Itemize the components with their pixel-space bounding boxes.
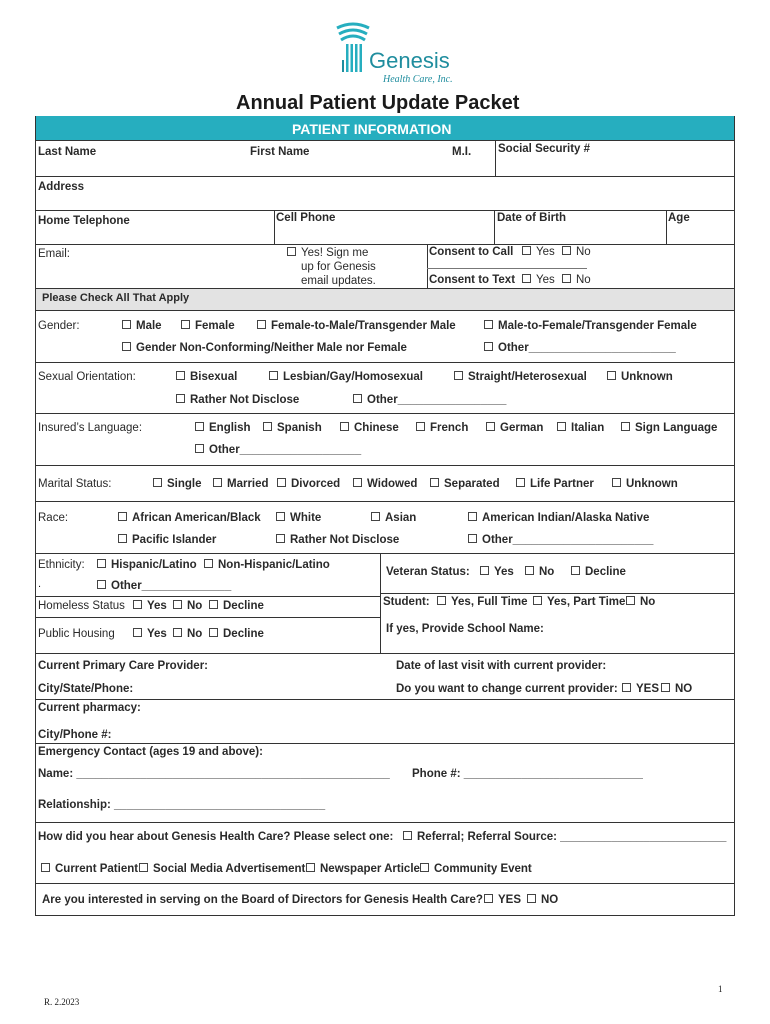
checkbox-icon (562, 274, 571, 283)
option-label: Decline (585, 566, 626, 578)
change-provider-label: Do you want to change current provider: (396, 683, 618, 695)
board-no[interactable] (527, 894, 558, 906)
public-housing-no[interactable] (173, 628, 202, 640)
option-label: Yes, Part Time (547, 596, 626, 608)
change-provider-yes[interactable] (622, 683, 659, 695)
option-label: Male (136, 320, 162, 332)
ssn-label: Social Security # (498, 143, 591, 155)
option-label: Other_______________________ (498, 342, 676, 354)
marital-label: Marital Status: (38, 478, 112, 490)
logo-name: Genesis (369, 48, 450, 73)
checkbox-icon (209, 628, 218, 637)
checkbox-icon (353, 478, 362, 487)
checkbox-icon (420, 863, 429, 872)
marital-married[interactable] (213, 478, 269, 490)
checkbox-icon (522, 274, 531, 283)
option-label: Lesbian/Gay/Homosexual (283, 371, 423, 383)
checkbox-icon (118, 534, 127, 543)
option-label: English (209, 422, 251, 434)
gender-nonconforming[interactable] (122, 342, 407, 354)
race-american-indian[interactable] (468, 512, 649, 524)
option-label: Yes (147, 628, 167, 640)
age-label: Age (668, 212, 690, 224)
option-label: Divorced (291, 478, 341, 490)
option-label: No (187, 600, 203, 612)
orientation-bisexual[interactable] (176, 371, 237, 383)
checkbox-icon (607, 371, 616, 380)
checkbox-icon (181, 320, 190, 329)
marital-divorced[interactable] (277, 478, 340, 490)
ethnicity-non-hispanic[interactable] (204, 559, 330, 571)
option-label: Sign Language (635, 422, 718, 434)
language-french[interactable] (416, 422, 468, 434)
emergency-contact-label: Emergency Contact (ages 19 and above): (38, 746, 263, 758)
board-label: Are you interested in serving on the Board of Directors for Genesis Health Care? (42, 894, 483, 906)
checkbox-icon (173, 600, 182, 609)
genesis-logo (333, 22, 453, 85)
option-label: Male-to-Female/Transgender Female (498, 320, 697, 332)
checkbox-icon (371, 512, 380, 521)
relationship-field[interactable]: Relationship: _________________________________ (38, 799, 326, 811)
veteran-decline[interactable] (571, 566, 626, 578)
checkbox-icon (533, 596, 542, 605)
ethnicity-dot: . (38, 578, 42, 590)
option-label: Community Event (434, 863, 532, 875)
language-german[interactable] (486, 422, 543, 434)
hear-current-patient[interactable] (41, 863, 138, 875)
email-signup-line3: email updates. (301, 275, 376, 287)
option-label: Other_________________ (367, 394, 507, 406)
checkbox-icon (41, 863, 50, 872)
option-label: NO (541, 894, 559, 906)
checkbox-icon (277, 478, 286, 487)
homeless-decline[interactable] (209, 600, 264, 612)
checkbox-icon (97, 559, 106, 568)
checkbox-icon (139, 863, 148, 872)
checkbox-icon (437, 596, 446, 605)
ethnicity-label: Ethnicity: (38, 559, 85, 571)
student-no[interactable] (626, 596, 655, 608)
option-label: Other______________ (111, 580, 232, 592)
address-label: Address (38, 181, 85, 193)
language-other[interactable] (195, 444, 361, 456)
checkbox-icon (153, 478, 162, 487)
check-all-heading: Please Check All That Apply (42, 292, 190, 304)
city-phone-label: City/Phone #: (38, 729, 112, 741)
email-signup-checkbox[interactable] (287, 246, 376, 288)
student-full-time[interactable] (437, 596, 528, 608)
checkbox-icon (486, 422, 495, 431)
option-label: Widowed (367, 478, 418, 490)
option-label: Italian (571, 422, 605, 434)
checkbox-icon (176, 371, 185, 380)
checkbox-icon (97, 580, 106, 589)
homeless-no[interactable] (173, 600, 202, 612)
veteran-label: Veteran Status: (386, 566, 470, 578)
orientation-not-disclose[interactable] (176, 394, 299, 406)
home-telephone-label: Home Telephone (38, 215, 130, 227)
checkbox-icon (195, 422, 204, 431)
marital-separated[interactable] (430, 478, 500, 490)
emergency-name-field[interactable]: Name: _________________________________________________ (38, 768, 390, 780)
option-label: Spanish (277, 422, 322, 434)
emergency-phone-field[interactable]: Phone #: ____________________________ (412, 768, 643, 780)
student-part-time[interactable] (533, 596, 625, 608)
checkbox-icon (276, 512, 285, 521)
consent-call-label: Consent to Call (429, 246, 514, 258)
email-label: Email: (38, 248, 70, 260)
checkbox-icon (257, 320, 266, 329)
race-label: Race: (38, 512, 69, 524)
option-label: Yes (147, 600, 167, 612)
language-label: Insured’s Language: (38, 422, 143, 434)
option-label: Yes (494, 566, 514, 578)
gender-other[interactable] (484, 342, 676, 354)
gender-male[interactable] (122, 320, 162, 332)
option-label: Single (167, 478, 202, 490)
ethnicity-hispanic[interactable] (97, 559, 197, 571)
public-housing-label: Public Housing (38, 628, 115, 640)
checkbox-icon (122, 342, 131, 351)
checkbox-icon (454, 371, 463, 380)
gender-label: Gender: (38, 320, 80, 332)
patient-info-header: PATIENT INFORMATION (292, 121, 452, 137)
option-label: No (576, 246, 591, 258)
option-label: White (290, 512, 322, 524)
checkbox-icon (176, 394, 185, 403)
option-label: Rather Not Disclose (290, 534, 400, 546)
checkbox-icon (353, 394, 362, 403)
checkbox-icon (612, 478, 621, 487)
checkbox-icon (287, 247, 296, 256)
option-label: Yes (536, 246, 555, 258)
marital-single[interactable] (153, 478, 202, 490)
public-housing-decline[interactable] (209, 628, 264, 640)
checkbox-icon (557, 422, 566, 431)
marital-unknown[interactable] (612, 478, 678, 490)
marital-life-partner[interactable] (516, 478, 594, 490)
option-label: Other___________________ (209, 444, 362, 456)
consent-call-no[interactable] (562, 246, 591, 258)
consent-call-yes[interactable] (522, 246, 555, 258)
checkbox-icon (661, 683, 670, 692)
consent-text-label: Consent to Text (429, 274, 516, 286)
last-name-label: Last Name (38, 146, 97, 158)
checkbox-icon (525, 566, 534, 575)
option-label: Unknown (626, 478, 678, 490)
race-african-american[interactable] (118, 512, 261, 524)
gender-ftm[interactable] (257, 320, 456, 332)
option-label: Straight/Heterosexual (468, 371, 587, 383)
revision-label: R. 2.2023 (44, 997, 80, 1007)
race-white[interactable] (276, 512, 321, 524)
change-provider-no[interactable] (661, 683, 692, 695)
option-label: Hispanic/Latino (111, 559, 197, 571)
checkbox-icon (269, 371, 278, 380)
consent-text-no[interactable] (562, 274, 591, 286)
checkbox-icon (562, 246, 571, 255)
option-label: Current Patient (55, 863, 139, 875)
orientation-straight[interactable] (454, 371, 587, 383)
option-label: Yes, Full Time (451, 596, 528, 608)
checkbox-icon (484, 894, 493, 903)
checkbox-icon (626, 596, 635, 605)
option-label: Separated (444, 478, 500, 490)
option-label: Referral; Referral Source: __________________________ (417, 831, 727, 843)
last-visit-label: Date of last visit with current provider: (396, 660, 607, 672)
option-label: Asian (385, 512, 417, 524)
language-italian[interactable] (557, 422, 604, 434)
orientation-label: Sexual Orientation: (38, 371, 136, 383)
option-label: Gender Non-Conforming/Neither Male nor Female (136, 342, 407, 354)
checkbox-icon (173, 628, 182, 637)
orientation-unknown[interactable] (607, 371, 673, 383)
option-label: No (576, 274, 591, 286)
checkbox-icon (213, 478, 222, 487)
option-label: No (539, 566, 555, 578)
checkbox-icon (516, 478, 525, 487)
checkbox-icon (122, 320, 131, 329)
race-asian[interactable] (371, 512, 416, 524)
option-label: French (430, 422, 469, 434)
option-label: Unknown (621, 371, 673, 383)
mi-label: M.I. (452, 146, 472, 158)
orientation-gay[interactable] (269, 371, 423, 383)
student-label: Student: (383, 596, 430, 608)
page-title: Annual Patient Update Packet (236, 92, 520, 114)
option-label: American Indian/Alaska Native (482, 512, 650, 524)
checkbox-icon (484, 342, 493, 351)
hear-social-media[interactable] (139, 863, 305, 875)
hear-newspaper[interactable] (306, 863, 420, 875)
option-label: African American/Black (132, 512, 261, 524)
veteran-yes[interactable] (480, 566, 514, 578)
primary-care-label: Current Primary Care Provider: (38, 660, 209, 672)
option-label: Newspaper Article (320, 863, 420, 875)
page-number: 1 (718, 984, 723, 994)
checkbox-icon (480, 566, 489, 575)
city-state-phone-label: City/State/Phone: (38, 683, 134, 695)
option-label: Other______________________ (482, 534, 654, 546)
option-label: Bisexual (190, 371, 238, 383)
checkbox-icon (484, 320, 493, 329)
checkbox-icon (571, 566, 580, 575)
language-english[interactable] (195, 422, 251, 434)
checkbox-icon (522, 246, 531, 255)
homeless-label: Homeless Status (38, 600, 125, 612)
checkbox-icon (468, 534, 477, 543)
logo-subtitle: Health Care, Inc. (383, 74, 453, 85)
option-label: Non-Hispanic/Latino (218, 559, 330, 571)
marital-widowed[interactable] (353, 478, 417, 490)
orientation-other[interactable] (353, 394, 506, 406)
checkbox-icon (209, 600, 218, 609)
option-label: Chinese (354, 422, 399, 434)
consent-text-yes[interactable] (522, 274, 555, 286)
checkbox-icon (263, 422, 272, 431)
option-label: Life Partner (530, 478, 594, 490)
language-spanish[interactable] (263, 422, 322, 434)
option-label: No (187, 628, 203, 640)
language-sign[interactable] (621, 422, 717, 434)
hear-referral[interactable] (403, 831, 726, 843)
checkbox-icon (133, 628, 142, 637)
gender-mtf[interactable] (484, 320, 697, 332)
cell-phone-label: Cell Phone (276, 212, 336, 224)
checkbox-icon (527, 894, 536, 903)
option-label: Social Media Advertisement (153, 863, 306, 875)
option-label: YES (498, 894, 522, 906)
race-not-disclose[interactable] (276, 534, 399, 546)
checkbox-icon (622, 683, 631, 692)
first-name-label: First Name (250, 146, 310, 158)
checkbox-icon (133, 600, 142, 609)
option-label: Rather Not Disclose (190, 394, 300, 406)
dob-label: Date of Birth (497, 212, 566, 224)
option-label: Female (195, 320, 235, 332)
option-label: YES (636, 683, 660, 695)
email-signup-line2: up for Genesis (301, 261, 376, 273)
hear-community-event[interactable] (420, 863, 532, 875)
gender-female[interactable] (181, 320, 235, 332)
checkbox-icon (403, 831, 412, 840)
option-label: Decline (223, 628, 264, 640)
option-label: Married (227, 478, 269, 490)
option-label: Yes (536, 274, 555, 286)
checkbox-icon (340, 422, 349, 431)
checkbox-icon (416, 422, 425, 431)
checkbox-icon (118, 512, 127, 521)
ethnicity-other[interactable] (97, 580, 231, 592)
option-label: Decline (223, 600, 264, 612)
email-signup-line1: Yes! Sign me (301, 247, 369, 259)
veteran-no[interactable] (525, 566, 554, 578)
pharmacy-label: Current pharmacy: (38, 702, 141, 714)
school-name-label: If yes, Provide School Name: (386, 623, 544, 635)
race-other[interactable] (468, 534, 653, 546)
logo-tree-icon (333, 22, 373, 78)
option-label: No (640, 596, 656, 608)
language-chinese[interactable] (340, 422, 399, 434)
option-label: German (500, 422, 544, 434)
checkbox-icon (621, 422, 630, 431)
public-housing-yes[interactable] (133, 628, 167, 640)
homeless-yes[interactable] (133, 600, 167, 612)
hear-about-label: How did you hear about Genesis Health Care? Please select one: (38, 831, 394, 843)
checkbox-icon (204, 559, 213, 568)
checkbox-icon (276, 534, 285, 543)
checkbox-icon (195, 444, 204, 453)
option-label: Female-to-Male/Transgender Male (271, 320, 456, 332)
checkbox-icon (430, 478, 439, 487)
option-label: NO (675, 683, 693, 695)
checkbox-icon (468, 512, 477, 521)
board-yes[interactable] (484, 894, 521, 906)
race-pacific-islander[interactable] (118, 534, 216, 546)
checkbox-icon (306, 863, 315, 872)
option-label: Pacific Islander (132, 534, 217, 546)
